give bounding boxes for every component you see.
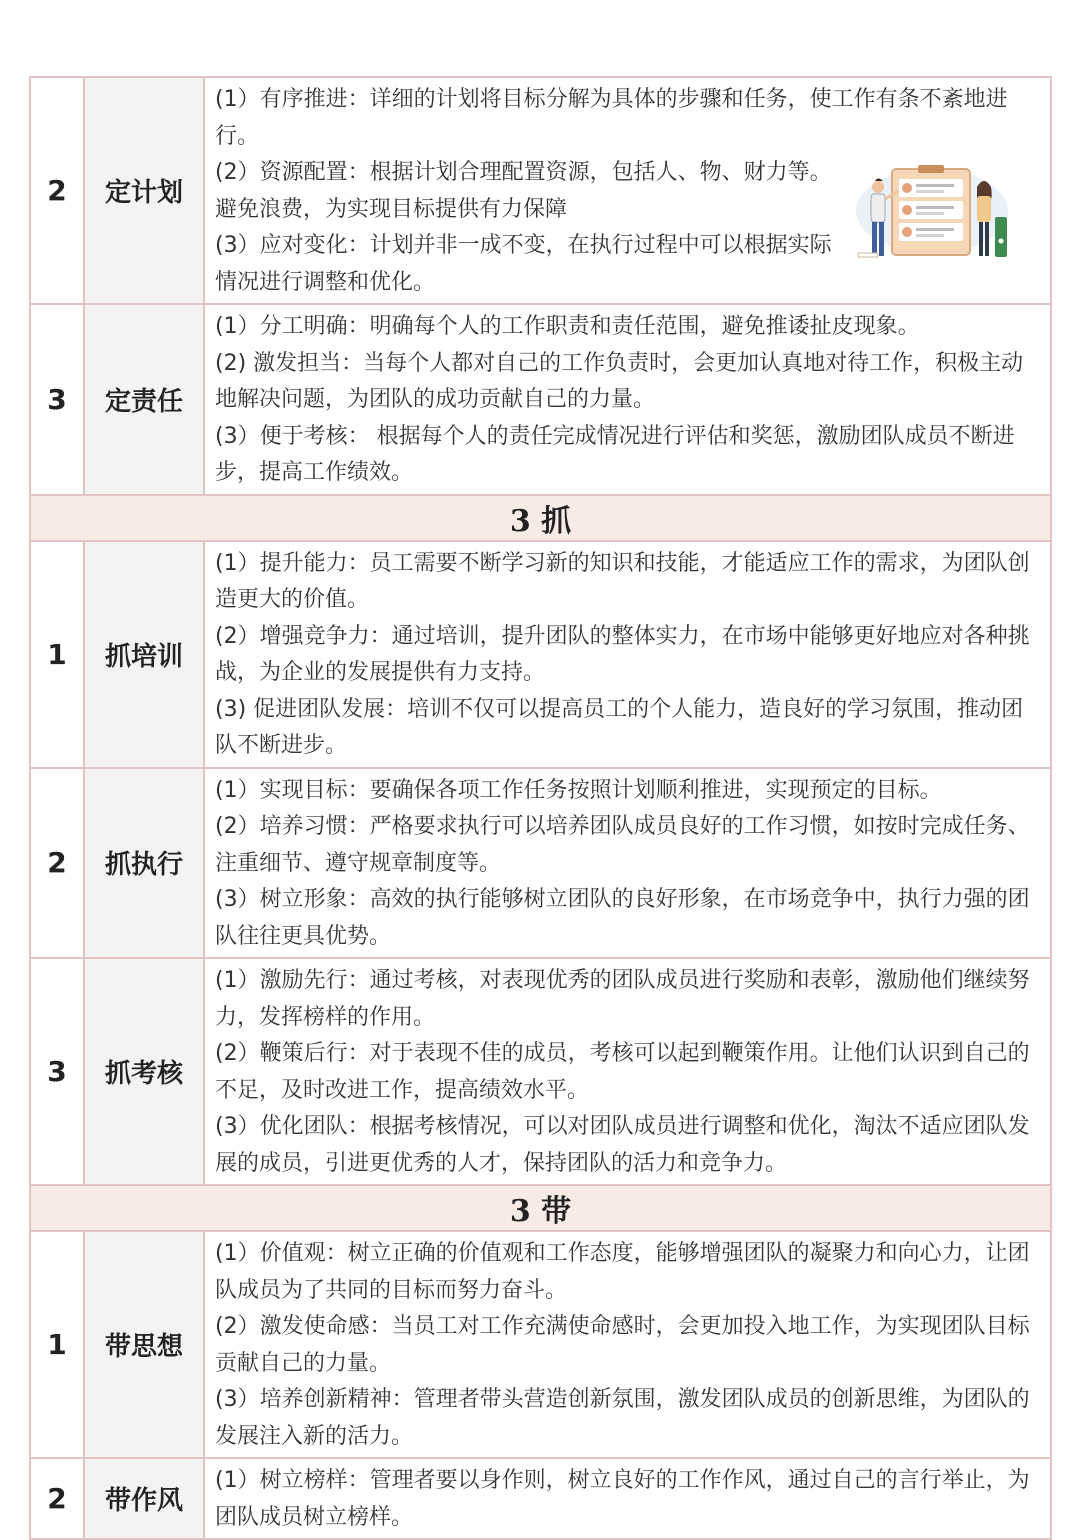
row-heading: 抓培训	[84, 541, 204, 768]
description-line: (1）树立榜样：管理者要以身作则，树立良好的工作作风，通过自己的言行举止，为团队成员树立榜样。	[215, 1468, 1030, 1530]
planning-illustration	[852, 163, 1010, 263]
description-line: (3）应对变化：计划并非一成不变，在执行过程中可以根据实际情况进行调整和优化。	[215, 233, 832, 295]
description-line: (1）激励先行：通过考核，对表现优秀的团队成员进行奖励和表彰，激励他们继续努力，发挥榜样的作用。	[215, 968, 1030, 1030]
description-line: (3）培养创新精神：管理者带头营造创新氛围，激发团队成员的创新思维，为团队的发展注入新的活力。	[215, 1387, 1030, 1449]
description-line: (2）激发使命感：当员工对工作充满使命感时，会更加投入地工作，为实现团队目标贡献自己的力量。	[215, 1314, 1030, 1376]
row-number: 1	[30, 541, 84, 768]
table-row	[30, 768, 1051, 959]
description-line: (1）价值观：树立正确的价值观和工作态度，能够增强团队的凝聚力和向心力，让团队成员为了共同的目标而努力奋斗。	[215, 1241, 1030, 1303]
description-line: (1）提升能力：员工需要不断学习新的知识和技能，才能适应工作的需求，为团队创造更大的价值。	[215, 550, 1030, 612]
description-line: (2) 激发担当：当每个人都对自己的工作负责时，会更加认真地对待工作，积极主动地解决问题，为团队的成功贡献自己的力量。	[215, 350, 1024, 412]
row-number: 2	[30, 77, 84, 304]
table-row	[30, 541, 1051, 768]
row-description	[204, 304, 1051, 495]
row-heading: 定计划	[84, 77, 204, 304]
description-line: (2）增强竞争力：通过培训，提升团队的整体实力，在市场中能够更好地应对各种挑战，为企业的发展提供有力支持。	[215, 623, 1030, 685]
section-title: 3 带	[30, 1185, 1051, 1231]
description-line: (2）鞭策后行：对于表现不佳的成员，考核可以起到鞭策作用。让他们认识到自己的不足，及时改进工作，提高绩效水平。	[215, 1041, 1030, 1103]
row-description	[204, 768, 1051, 959]
description-line: (1）有序推进：详细的计划将目标分解为具体的步骤和任务，使工作有条不紊地进行。	[215, 87, 1008, 149]
row-description	[204, 541, 1051, 768]
table-row	[30, 77, 1051, 304]
description-line: (3）优化团队：根据考核情况，可以对团队成员进行调整和优化，淘汰不适应团队发展的成员，引进更优秀的人才，保持团队的活力和竞争力。	[215, 1114, 1030, 1176]
table-row	[30, 1231, 1051, 1458]
row-number: 2	[30, 768, 84, 959]
section-header-row	[30, 1185, 1051, 1231]
section-header-row	[30, 495, 1051, 541]
description-line: (3) 促进团队发展：培训不仅可以提高员工的个人能力，造良好的学习氛围，推动团队不断进步。	[215, 696, 1024, 758]
row-heading: 抓考核	[84, 958, 204, 1185]
row-number: 3	[30, 958, 84, 1185]
row-description	[204, 77, 1051, 304]
row-number: 2	[30, 1458, 84, 1539]
row-description	[204, 1231, 1051, 1458]
table-row	[30, 304, 1051, 495]
description-line: (3）树立形象：高效的执行能够树立团队的良好形象，在市场竞争中，执行力强的团队往往更具优势。	[215, 887, 1030, 949]
table-row	[30, 958, 1051, 1185]
section-title: 3 抓	[30, 495, 1051, 541]
description-line: (1）实现目标：要确保各项工作任务按照计划顺利推进，实现预定的目标。	[215, 777, 942, 803]
row-number: 1	[30, 1231, 84, 1458]
row-heading: 抓执行	[84, 768, 204, 959]
description-line: (3）便于考核： 根据每个人的责任完成情况进行评估和奖惩，激励团队成员不断进步，提高工作绩效。	[215, 423, 1015, 485]
description-line: (2）资源配置：根据计划合理配置资源，包括人、物、财力等。避免浪费，为实现目标提供有力保障	[215, 160, 832, 222]
description-line: (2）培养习惯：严格要求执行可以培养团队成员良好的工作习惯，如按时完成任务、注重细节、遵守规章制度等。	[215, 814, 1030, 876]
management-table	[29, 76, 1052, 1540]
row-heading: 带作风	[84, 1458, 204, 1539]
description-line: (1）分工明确：明确每个人的工作职责和责任范围，避免推诿扯皮现象。	[215, 314, 920, 339]
row-description	[204, 958, 1051, 1185]
row-heading: 带思想	[84, 1231, 204, 1458]
row-heading: 定责任	[84, 304, 204, 495]
row-number: 3	[30, 304, 84, 495]
document-sheet	[29, 76, 1050, 1540]
